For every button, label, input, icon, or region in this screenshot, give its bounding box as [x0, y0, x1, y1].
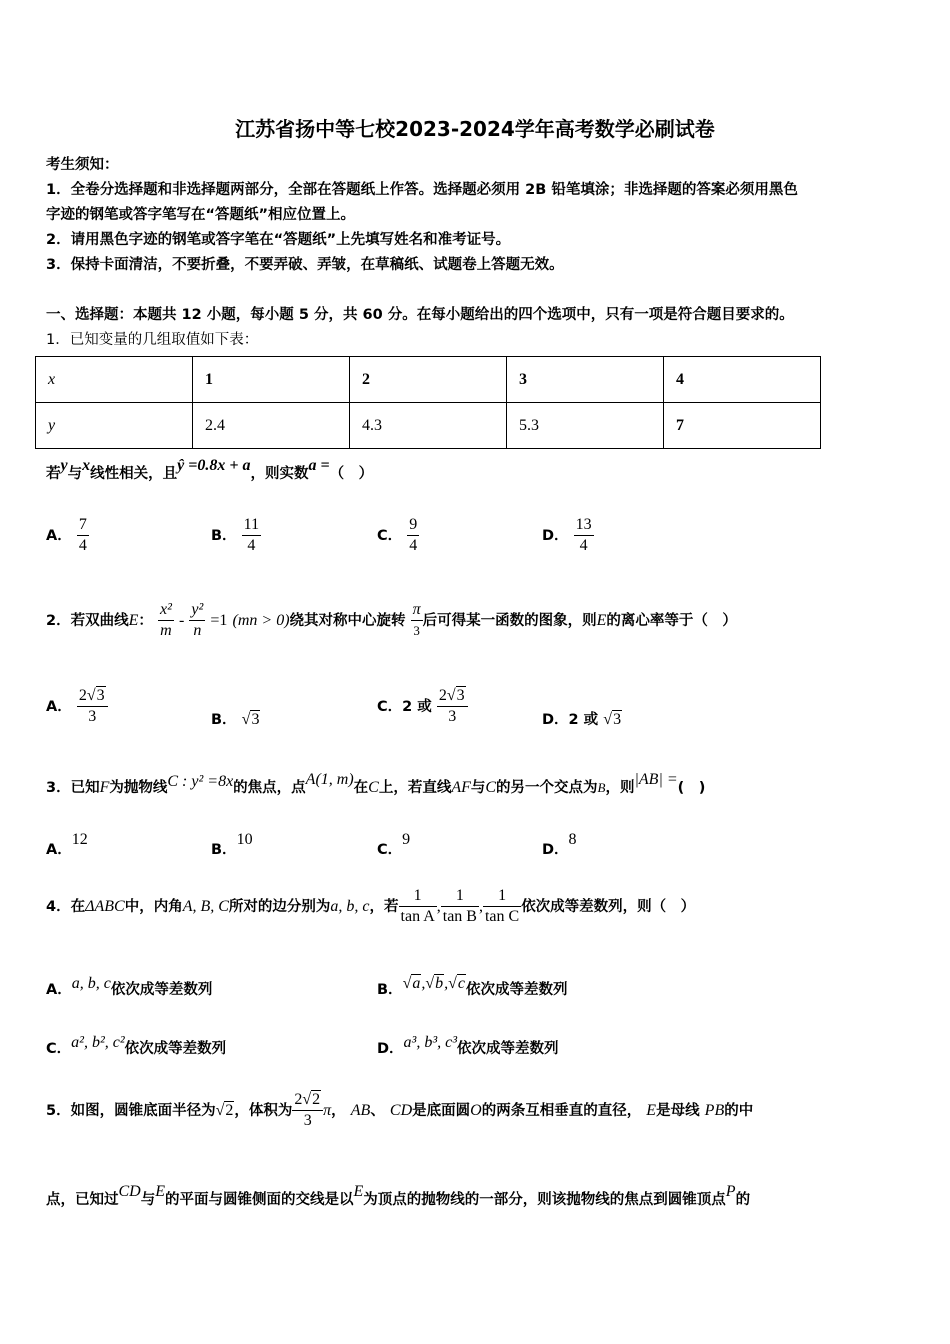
- q5-stem-line-2: 点，已知过CD与E的平面与圆锥侧面的交线是以E为顶点的抛物线的一部分，则该抛物线的焦点到圆锥顶点P的: [46, 1183, 751, 1208]
- notice-item-3: 3．保持卡面清洁，不要折叠，不要弄破、弄皱，在草稿纸、试题卷上答题无效。: [46, 257, 564, 273]
- q2-option-d[interactable]: D．2 或 √3: [542, 711, 622, 728]
- notice-item-1-line-1: 1．全卷分选择题和非选择题两部分，全部在答题纸上作答。选择题必须用 2B 铅笔填涂；非选择题的答案必须用黑色: [46, 182, 798, 198]
- q1-option-d[interactable]: D． $\frac{13}{4}$: [542, 516, 592, 554]
- q5-stem-line-1: 5．如图，圆锥底面半径为√2，体积为 $\frac{2√2}{3}$ π， AB、 CD是底面圆O的两条互相垂直的直径， E是母线 PB的中: [46, 1091, 754, 1129]
- table-cell: 4.3: [350, 403, 507, 449]
- q2-option-c[interactable]: C．2 或 $\frac{2√3}{3}$: [377, 686, 468, 727]
- page-title: 江苏省扬中等七校2023-2024学年高考数学必刷试卷: [235, 117, 715, 141]
- q2-stem: 2．若双曲线E： $\frac{\text{x²}}{m}$ - $\frac{\text{y²}}{n}$ =1 (mn > 0)绕其对称中心旋转 $\frac{\pi}{3}$ 后可得某一函数的图象，则E的离心率等于（ ）: [46, 601, 737, 639]
- table-cell: 2: [350, 357, 507, 403]
- q1-stem: 1．已知变量的几组取值如下表：: [46, 332, 259, 348]
- q3-option-a[interactable]: A．12: [46, 831, 88, 858]
- table-cell: x: [36, 357, 193, 403]
- table-cell: 1: [193, 357, 350, 403]
- notice-heading: 考生须知：: [46, 157, 119, 173]
- notice-item-2: 2．请用黑色字迹的钢笔或答字笔在“答题纸”上先填写姓名和准考证号。: [46, 232, 511, 248]
- table-cell: 4: [664, 357, 821, 403]
- q3-option-d[interactable]: D．8: [542, 831, 577, 858]
- table-row: [36, 357, 821, 403]
- table-cell: 3: [507, 357, 664, 403]
- q1-option-c[interactable]: C． $\frac{9}{4}$: [377, 516, 418, 554]
- table-cell: y: [36, 403, 193, 449]
- table-cell: 5.3: [507, 403, 664, 449]
- section-heading: 一、选择题：本题共 12 小题，每小题 5 分，共 60 分。在每小题给出的四个选项中，只有一项是符合题目要求的。: [46, 307, 794, 323]
- q4-option-c[interactable]: C．a², b², c²依次成等差数列: [46, 1034, 227, 1057]
- q4-option-a[interactable]: A．a, b, c依次成等差数列: [46, 975, 213, 998]
- q4-option-d[interactable]: D．a³, b³, c³依次成等差数列: [377, 1034, 559, 1057]
- q3-stem: 3．已知F为抛物线C : y² =8x的焦点，点A(1, m)在C上，若直线AF与C的另一个交点为B，则|AB| =( ): [46, 771, 706, 796]
- q3-option-b[interactable]: B．10: [211, 831, 253, 858]
- notice-item-1-line-2: 字迹的钢笔或答字笔写在“答题纸”相应位置上。: [46, 207, 356, 223]
- q4-stem: 4．在ΔABC中，内角A, B, C所对的边分别为a, b, c，若 $\frac{1}{\text{tan A}}$ , $\frac{1}{\text{tan B}}$ , $\frac{1}{\text{tan C}}$ 依次成等差数列，则（ ）: [46, 887, 696, 925]
- q2-option-b[interactable]: B． √3: [211, 711, 260, 728]
- q2-option-a[interactable]: A． $\frac{2√3}{3}$: [46, 686, 108, 727]
- table-cell: 7: [664, 403, 821, 449]
- q3-option-c[interactable]: C．9: [377, 831, 411, 858]
- table-row: [36, 403, 821, 449]
- table-cell: 2.4: [193, 403, 350, 449]
- q1-condition: 若y与x线性相关，且ŷ =0.8x + a，则实数a =（ ）: [46, 457, 374, 482]
- q1-option-a[interactable]: A． $\frac{7}{4}$: [46, 516, 87, 554]
- q1-option-b[interactable]: B． $\frac{11}{4}$: [211, 516, 260, 554]
- q1-regression-equation: ŷ =0.8x + a: [177, 457, 251, 474]
- q4-option-b[interactable]: B．√a,√b,√c依次成等差数列: [377, 975, 568, 998]
- q1-data-table: [35, 356, 821, 449]
